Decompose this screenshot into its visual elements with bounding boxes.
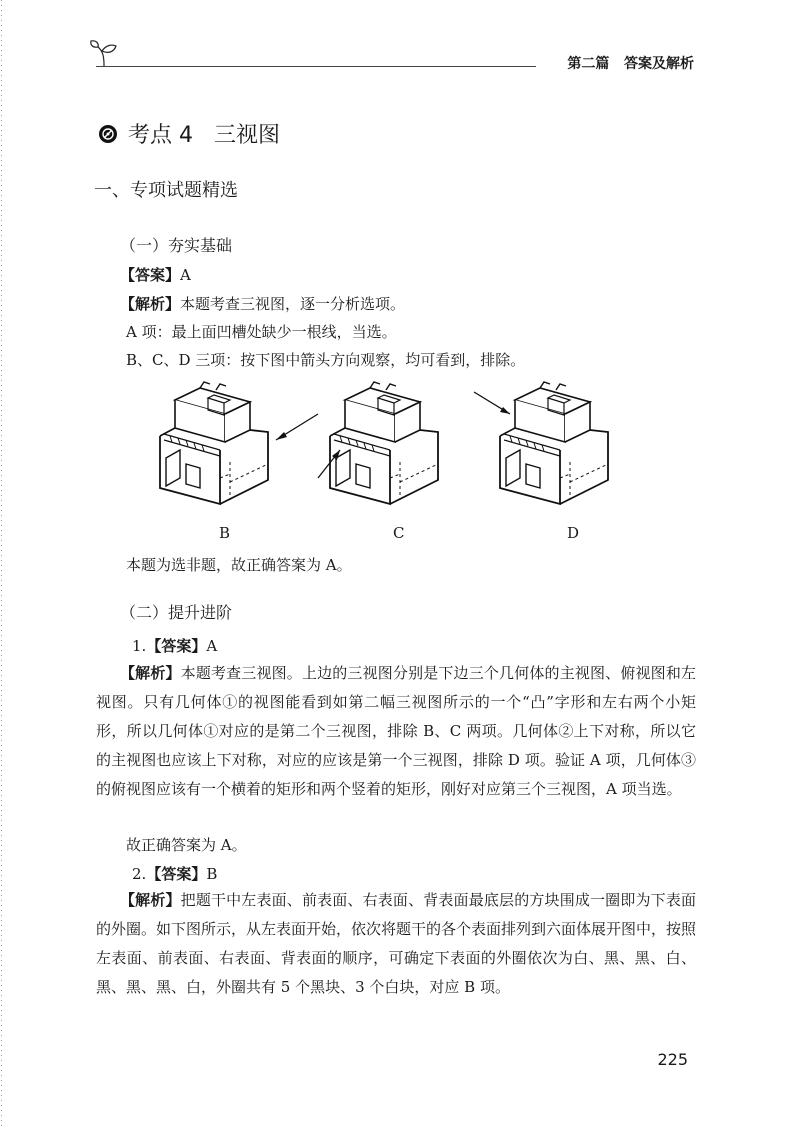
part-heading: 一、专项试题精选 (94, 180, 238, 201)
analysis-tag: 【解析】 (120, 891, 181, 909)
section-title (98, 118, 280, 149)
analysis-tag: 【解析】 (120, 664, 181, 682)
page-number: 225 (657, 1050, 688, 1069)
sub1-conclusion: 本题为选非题，故正确答案为 A。 (126, 556, 352, 574)
analysis-text: 本题考查三视图，逐一分析选项。 (180, 295, 406, 313)
q1-answer-line (132, 635, 217, 656)
answer-tag: 【答案】 (146, 637, 207, 655)
figure-block-d (500, 382, 608, 504)
compass-badge-icon (98, 124, 118, 144)
analysis-text: 本题考查三视图。上边的三视图分别是下边三个几何体的主视图、俯视图和左视图。只有几何体①的视图能看到如第二幅三视图所示的一个“凸”字形和左右两个小矩形，所以几何体①对应的是第二个三视图，排除 B、C 两项。几何体②上下对称，所以它的主视图也应该上下对称，对应的应该是第一个三视图，排除 D 项。验证 A 项，几何体③的俯视图应该有一个横着的矩形和两个竖着的矩形，刚好对应第三个三视图，A 项当选。 (96, 664, 696, 798)
answer-value: A (180, 266, 191, 284)
q2-analysis (96, 886, 696, 1002)
figure-label-c: C (393, 524, 405, 542)
figure-arrow-d (474, 392, 510, 414)
sub1-option-a: A 项：最上面凹槽处缺少一根线，当选。 (126, 323, 397, 341)
subheading-advanced: （二）提升进阶 (120, 603, 233, 622)
figure-block-b (160, 382, 268, 504)
sub1-answer-line (120, 264, 191, 285)
binding-edge (0, 0, 3, 1130)
sub1-analysis-line (120, 293, 405, 314)
header-rule (96, 66, 536, 67)
sub1-option-bcd: B、C、D 三项：按下图中箭头方向观察，均可看到，排除。 (126, 351, 526, 369)
answer-value: A (206, 637, 218, 655)
section-title-text: 考点 4 三视图 (128, 123, 280, 148)
q2-answer-line (132, 863, 217, 884)
answer-value: B (206, 865, 218, 883)
figure-label-b: B (219, 524, 231, 542)
sprout-icon (88, 37, 120, 67)
header-title: 第二篇 答案及解析 (567, 56, 694, 72)
answer-tag: 【答案】 (120, 266, 181, 284)
analysis-text: 把题干中左表面、前表面、右表面、背表面最底层的方块围成一圈即为下表面的外圈。如下图所示，从左表面开始，依次将题干的各个表面排列到六面体展开图中，按照左表面、前表面、右表面、背表面的顺序，可确定下表面的外圈依次为白、黑、黑、白、黑、黑、黑、白，外圈共有 5 个黑块、3 个白块，对应 B 项。 (96, 891, 697, 996)
answer-tag: 【答案】 (146, 865, 207, 883)
analysis-tag: 【解析】 (120, 295, 181, 313)
subheading-basic: （一）夯实基础 (120, 236, 233, 255)
figure-arrow-b (276, 414, 318, 440)
q2-number: 2. (132, 865, 147, 883)
q1-conclusion: 故正确答案为 A。 (126, 836, 247, 854)
q1-analysis (96, 659, 696, 804)
figure-3d-blocks (150, 378, 640, 518)
figure-block-c (330, 382, 438, 504)
figure-label-d: D (567, 524, 580, 542)
q1-number: 1. (132, 637, 147, 655)
